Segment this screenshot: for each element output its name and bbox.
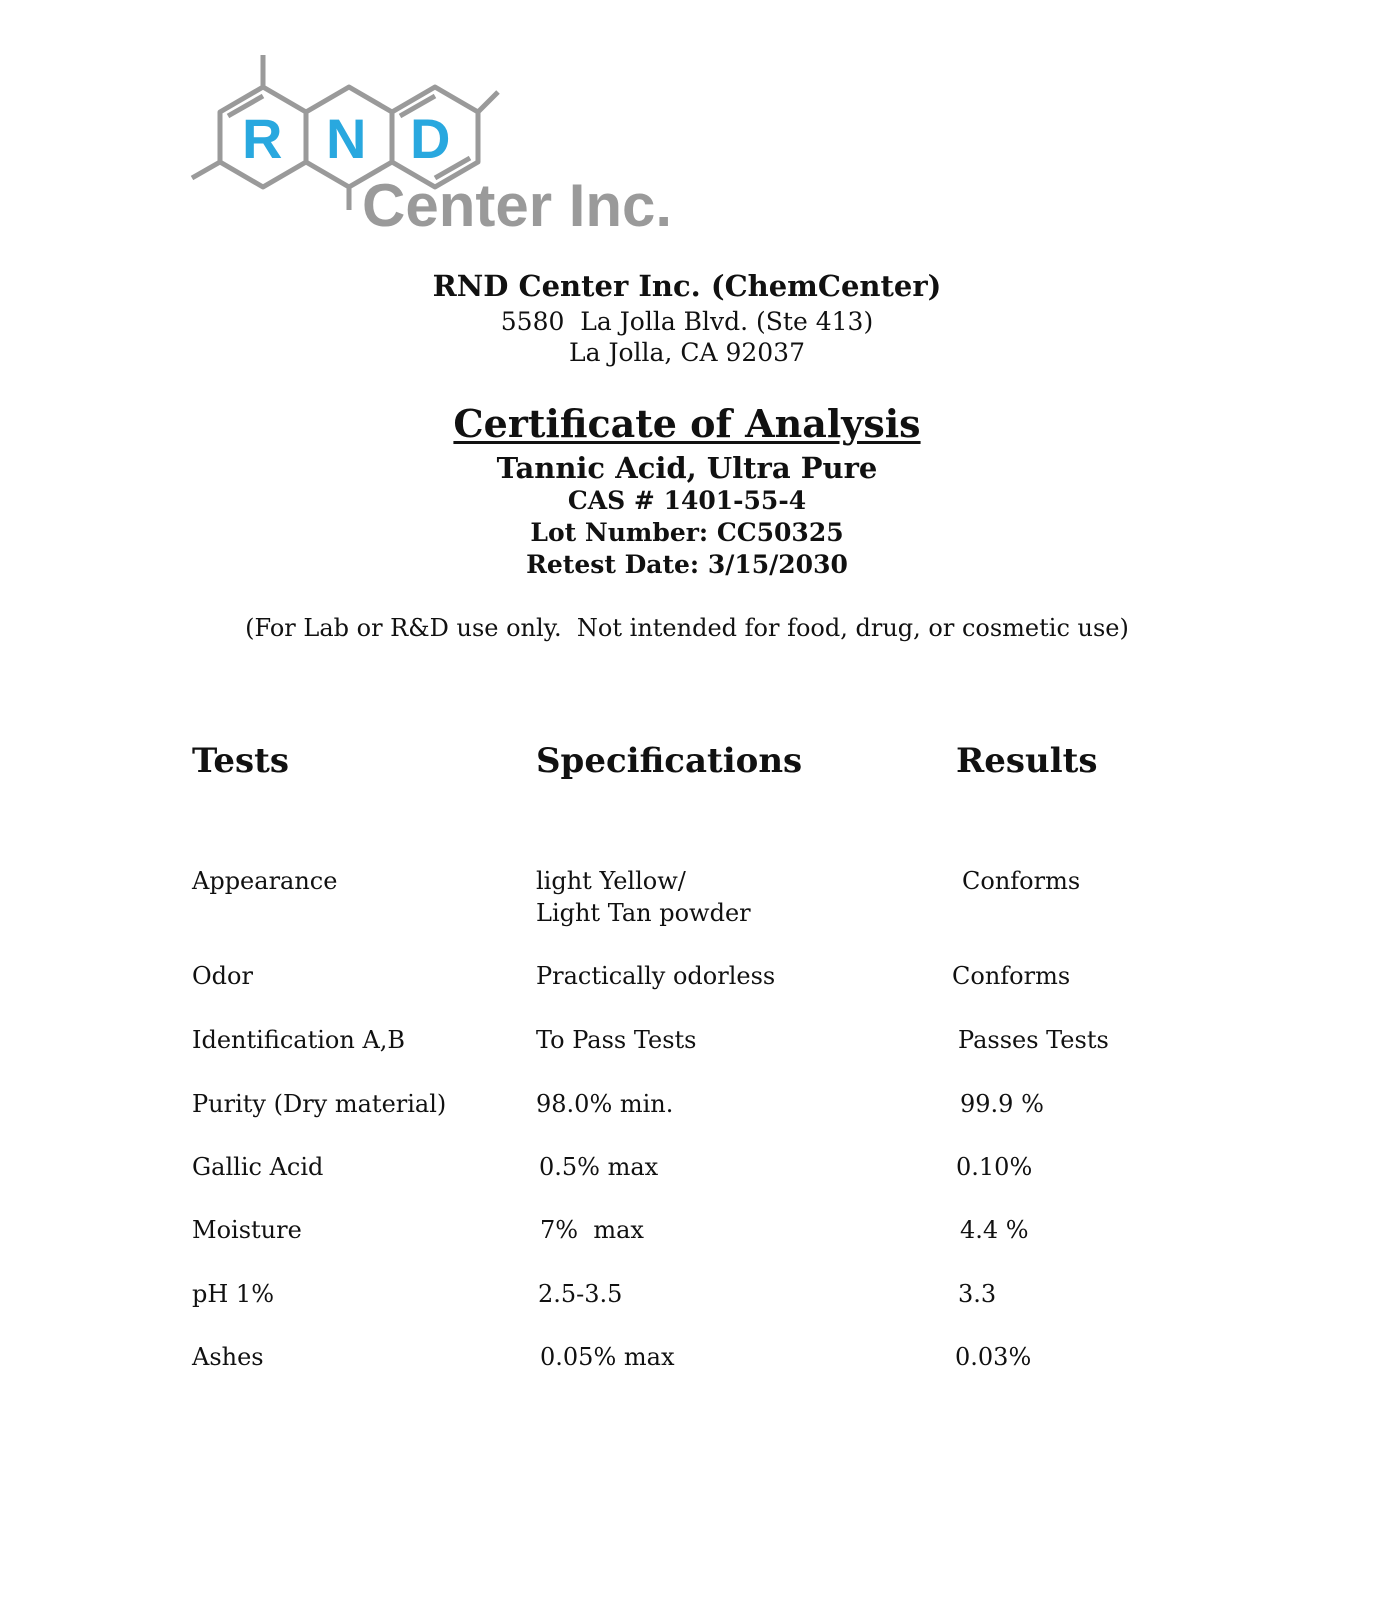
test-ashes: Ashes (192, 1343, 264, 1371)
test-moisture: Moisture (192, 1216, 302, 1244)
logo-letter-r: R (242, 107, 283, 170)
company-name: RND Center Inc. (ChemCenter) (432, 269, 942, 303)
test-appearance: Appearance (192, 867, 338, 895)
result-moisture: 4.4 % (960, 1216, 1029, 1244)
product-name: Tannic Acid, Ultra Pure (496, 451, 878, 485)
spec-odor: Practically odorless (536, 962, 776, 990)
spec-moisture: 7% max (540, 1216, 644, 1244)
logo-letter-d: D (410, 107, 451, 170)
spec-purity: 98.0% min. (536, 1090, 674, 1118)
column-header-results: Results (956, 741, 1098, 781)
logo-wordmark: Center Inc. (362, 172, 673, 239)
column-header-specifications: Specifications (536, 741, 803, 781)
result-identification: Passes Tests (958, 1026, 1109, 1054)
test-odor: Odor (192, 962, 253, 990)
result-purity: 99.9 % (960, 1090, 1044, 1118)
result-appearance: Conforms (962, 867, 1081, 895)
spec-ph: 2.5-3.5 (538, 1280, 623, 1308)
test-purity: Purity (Dry material) (192, 1090, 447, 1118)
spec-appearance-line-1: light Yellow/ (536, 867, 686, 895)
document-title: Certificate of Analysis (453, 401, 921, 446)
test-identification: Identification A,B (192, 1026, 406, 1054)
spec-ashes: 0.05% max (540, 1343, 675, 1371)
cas-number: CAS # 1401-55-4 (567, 486, 807, 515)
test-ph: pH 1% (192, 1280, 274, 1308)
result-ashes: 0.03% (955, 1343, 1032, 1371)
column-header-tests: Tests (192, 741, 290, 781)
lot-number: Lot Number: CC50325 (530, 518, 844, 547)
result-odor: Conforms (952, 962, 1071, 990)
address-line-2: La Jolla, CA 92037 (569, 338, 805, 367)
company-logo (188, 50, 728, 250)
logo-letter-n: N (326, 107, 367, 170)
spec-appearance-line-2: Light Tan powder (536, 899, 751, 927)
retest-date: Retest Date: 3/15/2030 (526, 550, 848, 579)
spec-identification: To Pass Tests (536, 1026, 697, 1054)
result-gallic-acid: 0.10% (956, 1153, 1033, 1181)
usage-disclaimer: (For Lab or R&D use only. Not intended for food, drug, or cosmetic use) (245, 614, 1129, 642)
spec-gallic-acid: 0.5% max (539, 1153, 659, 1181)
address-line-1: 5580 La Jolla Blvd. (Ste 413) (500, 307, 874, 336)
result-ph: 3.3 (958, 1280, 997, 1308)
test-gallic-acid: Gallic Acid (192, 1153, 324, 1181)
